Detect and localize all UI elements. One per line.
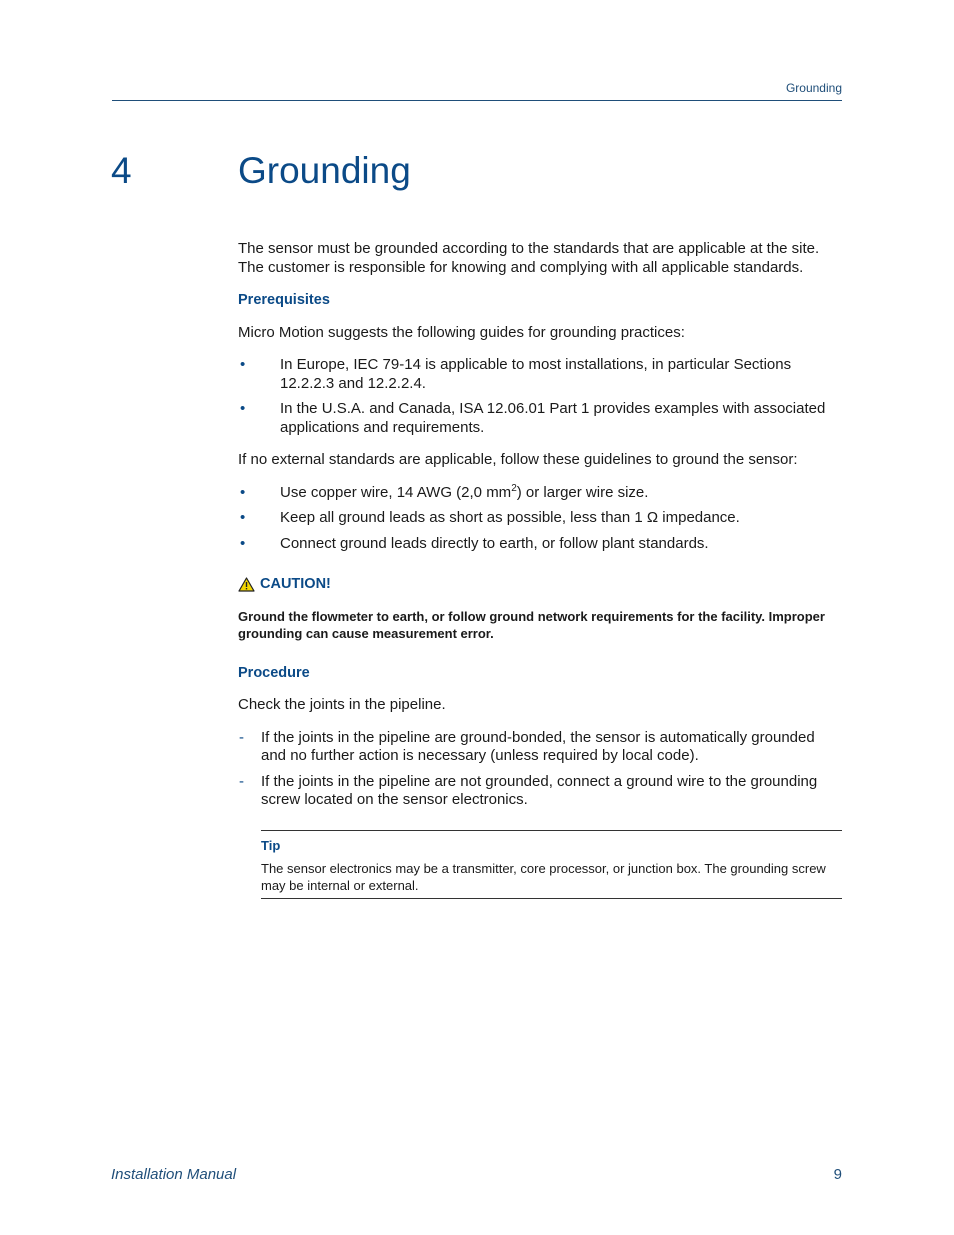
warning-icon [238,577,255,592]
guidelines-lead: If no external standards are applicable, follow these guidelines to ground the sensor: [238,451,798,468]
list-item-text [280,484,648,501]
superscript: 2 [511,482,517,494]
list-item [238,535,842,554]
header-rule [112,100,842,101]
tip-label: Tip [261,837,281,853]
list-item-text: Connect ground leads directly to earth, or follow plant standards. [280,534,709,552]
intro-paragraph: The sensor must be grounded according to the standards that are applicable at the site. The customer is responsible for knowing and complying with all applicable standards. [238,240,820,276]
list-item [238,356,842,393]
list-item [238,484,842,503]
warning-dot [246,588,247,589]
list-item-text: In Europe, IEC 79-14 is applicable to most installations, in particular Sections 12.2.2.3 and 12.2.2.4. [280,356,792,392]
list-item [238,729,842,766]
list-item [238,400,842,437]
running-header: Grounding [785,81,842,95]
prerequisites-heading: Prerequisites [238,292,330,308]
procedure-heading: Procedure [238,664,310,681]
prerequisites-lead: Micro Motion suggests the following guides for grounding practices: [238,323,685,341]
list-item-text: Keep all ground leads as short as possible, less than 1 Ω impedance. [280,509,740,526]
chapter-number: 4 [111,150,132,191]
bullet-mark: • [240,534,246,552]
warning-bar [246,582,247,587]
wire-text-before: Use copper wire, 14 AWG (2,0 mm [280,483,512,501]
caution-text: Ground the flowmeter to earth, or follow ground network requirements for the facility. Improper grounding can cause measurement error. [238,608,825,641]
chapter-title: Grounding [238,150,411,191]
list-item [238,509,842,528]
caution-heading [238,575,842,594]
footer-doc-type: Installation Manual [111,1166,237,1183]
list-item [238,773,842,810]
procedure-list [238,729,842,810]
list-item-text: If the joints in the pipeline are ground-bonded, the sensor is automatically grounded and no further action is necessary (unless required by local code). [261,728,815,764]
list-item-text: In the U.S.A. and Canada, ISA 12.06.01 Part 1 provides examples with associated applications and requirements. [280,400,826,436]
footer-page-number: 9 [833,1166,842,1183]
wire-text-after: ) or larger wire size. [516,483,649,501]
bullet-mark: • [240,356,246,373]
list-item-text: If the joints in the pipeline are not grounded, connect a ground wire to the grounding screw located on the sensor electronics. [261,772,818,808]
standards-list [238,356,842,437]
main-content [238,240,842,899]
dash-mark: - [239,772,244,790]
bullet-mark: • [240,483,246,501]
bullet-mark: • [240,400,246,417]
guidelines-list [238,484,842,554]
tip-text: The sensor electronics may be a transmitter, core processor, or junction box. The grounding screw may be internal or external. [261,861,826,893]
tip-box [261,830,842,900]
caution-label: CAUTION! [260,576,331,592]
bullet-mark: • [240,509,246,526]
procedure-step: Check the joints in the pipeline. [238,696,446,713]
dash-mark: - [239,728,244,746]
